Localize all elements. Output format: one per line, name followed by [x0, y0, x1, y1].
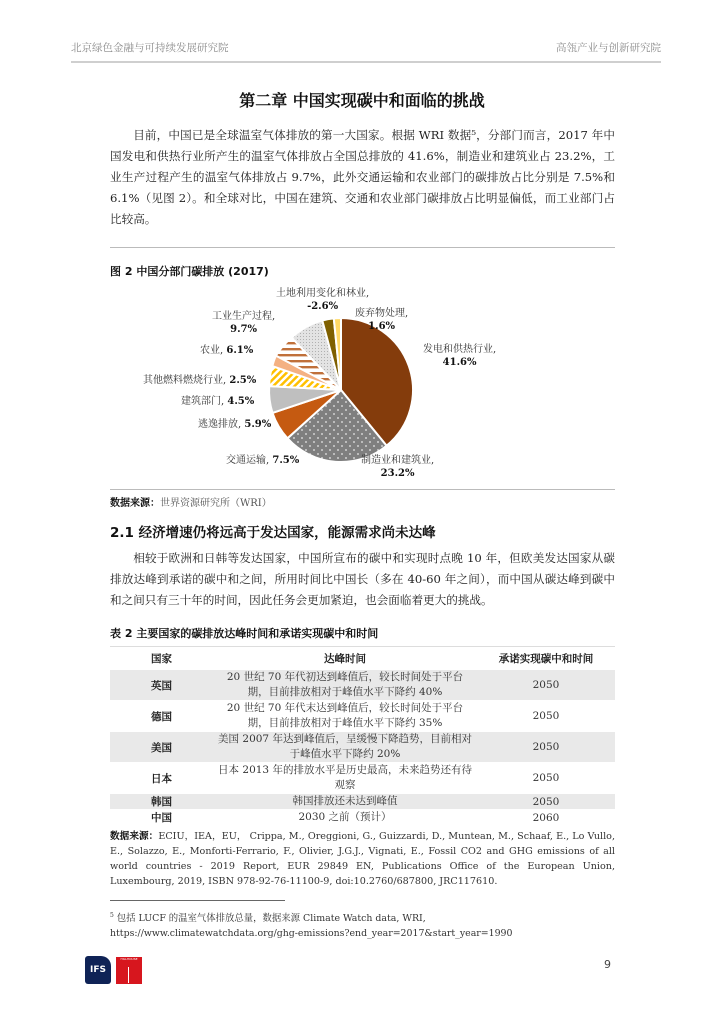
section-title: 2.1 经济增速仍将远高于发达国家，能源需求尚未达峰 [110, 525, 436, 541]
table-row: 德国 20 世纪 70 年代末达到峰值后，较长时间处于平台期，目前排放相对于峰值水平下降约 35% 2050 [110, 701, 615, 732]
figure-bottom-rule [110, 489, 615, 490]
label-other-fuel: 其他燃料燃烧行业, 2.5% [143, 375, 257, 386]
label-waste: 废弃物处理, 1.6% [355, 308, 409, 332]
table-row: 中国 2030 之前（预计） 2060 [110, 810, 615, 826]
footnote-divider [110, 900, 285, 901]
label-lucf: 土地利用变化和林业, -2.6% [276, 288, 370, 312]
col-country: 国家 [110, 647, 213, 670]
page-number: 9 [604, 958, 611, 971]
table-header-row [110, 647, 615, 670]
hillhouse-logo: HILLHOUSE [116, 957, 142, 984]
label-manufacturing: 制造业和建筑业, 23.2% [361, 455, 435, 479]
label-building: 建筑部门, 4.5% [181, 396, 255, 407]
table-row: 韩国 韩国排放还未达到峰值 2050 [110, 794, 615, 810]
label-agriculture: 农业, 6.1% [200, 345, 254, 356]
intro-paragraph-text: 目前，中国已是全球温室气体排放的第一大国家。根据 WRI 数据⁵，分部门而言，2017 年中国发电和供热行业所产生的温室气体排放占全国总排放的 41.6%，制造业和建筑业占 23.2%，工业生产过程产生的温室气体排放占 9.7%，此外交通运输和农业部门的碳排放占比分别是 7.5%和 6.1%（见图 2）。和全球对比，中国在建筑、交通和农业部门碳排放占比明显偏低，而工业部门占比较高。 [110, 128, 615, 226]
label-fugitive: 逃逸排放, 5.9% [198, 419, 272, 430]
header-right-institute: 高瓴产业与创新研究院 [556, 42, 661, 54]
col-neutral: 承诺实现碳中和时间 [477, 647, 615, 670]
hillhouse-logo-bar [128, 967, 129, 983]
section-paragraph-text: 相较于欧洲和日韩等发达国家，中国所宣布的碳中和实现时点晚 10 年，但欧美发达国家从碳排放达峰到承诺的碳中和之间，所用时间比中国长（多在 40-60 年之间），而中国从碳达峰到碳中和之间只有三十年的时间，因此任务会更加紧迫，也会面临着更大的挑战。 [110, 551, 615, 607]
table-caption: 表 2 主要国家的碳排放达峰时间和承诺实现碳中和时间 [110, 627, 379, 640]
col-peak: 达峰时间 [213, 647, 477, 670]
label-transport: 交通运输, 7.5% [226, 455, 300, 466]
chapter-title: 第二章 中国实现碳中和面临的挑战 [239, 91, 485, 110]
label-power-heat: 发电和供热行业, 41.6% [423, 344, 497, 368]
figure-source: 数据来源：世界资源研究所（WRI） [110, 498, 272, 509]
ifs-logo: IFS [85, 956, 111, 984]
label-industrial-process: 工业生产过程, 9.7% [212, 311, 276, 335]
figure-caption: 图 2 中国分部门碳排放 (2017) [110, 265, 269, 278]
table-row: 美国 美国 2007 年达到峰值后，呈缓慢下降趋势，目前相对于峰值水平下降约 20% 2050 [110, 732, 615, 763]
table-source: 数据来源：ECIU，IEA，EU， Crippa, M., Oreggioni, G., Guizzardi, D., Muntean, M., Schaaf, E., Lo Vullo, E., Solazzo, E., Monforti-Ferrario, F., Olivier, J.G.J., Vignati, E., Fossil CO2 and GHG emissions of all world countries - 2019 Report, EUR 29849 EN, Publications Office of the European Union, Luxembourg, 2019, ISBN 978-92-76-11100-9, doi:10.2760/687800, JRC117610. [110, 831, 616, 887]
table-row: 英国 20 世纪 70 年代初达到峰值后，较长时间处于平台期，目前排放相对于峰值水平下降约 40% 2050 [110, 670, 615, 701]
peak-neutrality-table [110, 646, 615, 826]
footnote: $^5$ 包括 LUCF 的温室气体排放总量，数据来源 Climate Watch data, WRI, https://www.climatewatchdata.org/ghg-emissions?end_year=2017&start_year=1990 [110, 912, 513, 940]
section-paragraph [110, 548, 615, 611]
table-row: 日本 日本 2013 年的排放水平是历史最高，未来趋势还有待观察 2050 [110, 763, 615, 794]
header-left-institute: 北京绿色金融与可持续发展研究院 [71, 42, 229, 54]
pie-slices [269, 318, 413, 462]
